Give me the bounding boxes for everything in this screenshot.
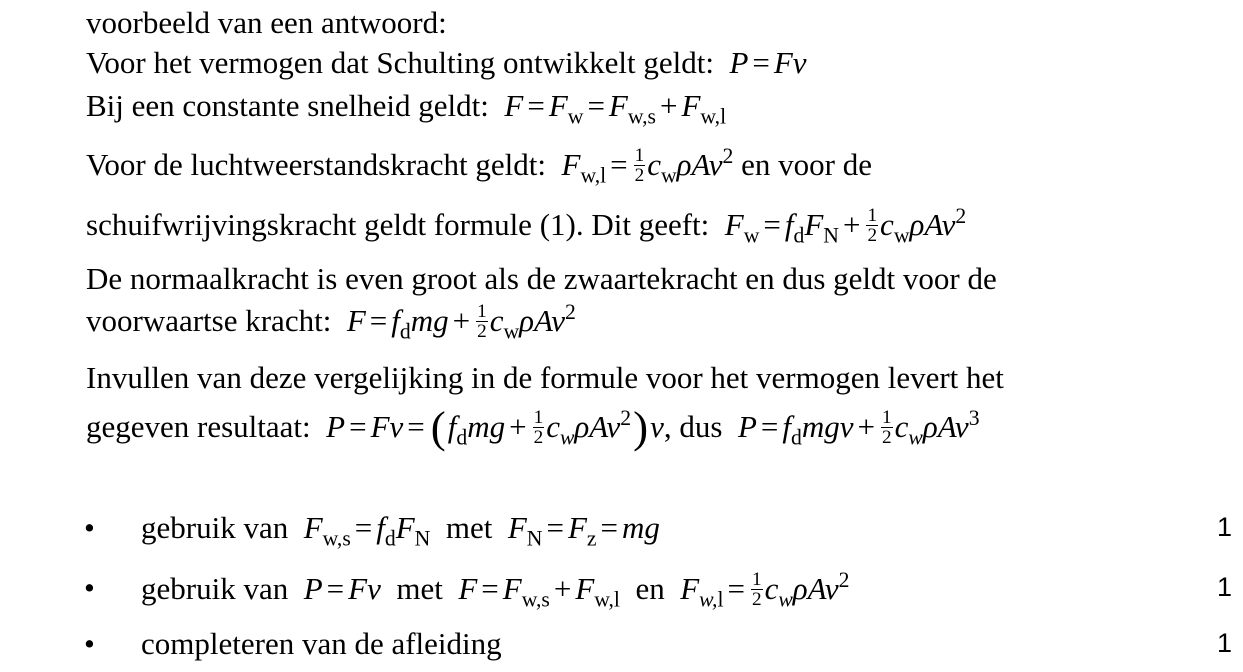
criterion-text (141, 567, 850, 612)
formula-friction-def: $F_{w,s} = f_dF_N$ (295, 510, 431, 551)
line-text-tail: en voor de (741, 146, 872, 182)
criterion-score: 1 (1217, 628, 1233, 658)
criterion-connector: met (396, 570, 443, 606)
formula-power-def: P = Fv (295, 570, 381, 606)
criterion-prefix: gebruik van (141, 510, 289, 545)
bullet: • (84, 570, 95, 605)
formula-force-sum: $F = F_{w,s} + F_{w,l}$ (450, 570, 620, 612)
bullet: • (84, 626, 95, 661)
line-text: schuifwrijvingskracht geldt formule (1). Dit geeft: (86, 206, 710, 242)
formula-air-def: $F_{w,l}$ = $\frac{1}{2}$ $c_w\rho Av^2$ (672, 567, 850, 612)
formula-power: P = Fv (721, 45, 807, 80)
formula-forward-force: $F = f_dmg$ + $\frac{1}{2}$ $c_w\rho Av^2$ (339, 299, 576, 344)
bullet: • (84, 510, 95, 545)
formula-force-balance: $F = F_w = F_{w,s} + F_{w,l}$ (496, 88, 727, 129)
criterion-score: 1 (1217, 572, 1233, 602)
formula-total-resistance: $F_w = f_dF_N$ + $\frac{1}{2}$ $c_w\rho Av^2$ (717, 203, 967, 248)
formula-result-final: $P = f_dmgv$ + $\frac{1}{2}$ $c_w\rho Av^3$ (730, 405, 980, 450)
line-text: voorwaartse kracht: (86, 302, 332, 338)
line-text-mid: , dus (663, 408, 723, 444)
formula-result-expanded: $P = Fv = (f_dmg$ + $\frac{1}{2}$ $c_w\rho Av^2)v$ (318, 402, 664, 453)
answer-line-forward-force (86, 299, 576, 344)
formula-normal-force: $F_N = F_z$ = mg (500, 510, 660, 551)
formula-air-resistance: $F_{w,l}$ = $\frac{1}{2}$ $c_w\rho Av^2$ (553, 143, 734, 188)
criterion-text: completeren van de afleiding (141, 626, 502, 661)
answer-line-normal-force: De normaalkracht is even groot als de zwaartekracht en dus geldt voor de (86, 261, 997, 296)
answer-line-air-resistance (86, 143, 872, 188)
answer-line-constant-speed (86, 88, 727, 129)
answer-heading: voorbeeld van een antwoord: (86, 5, 447, 40)
criterion-prefix: gebruik van (141, 570, 289, 606)
answer-line-result (86, 402, 980, 453)
answer-line-power (86, 47, 807, 78)
answer-line-substitution: Invullen van deze vergelijking in de formule voor het vermogen levert het (86, 360, 1004, 395)
criterion-connector: met (445, 510, 493, 545)
line-text: gegeven resultaat: (86, 408, 311, 444)
line-text: Bij een constante snelheid geldt: (86, 88, 489, 123)
line-text: Voor de luchtweerstandskracht geldt: (86, 146, 546, 182)
criterion-connector: en (635, 570, 665, 606)
line-text: Voor het vermogen dat Schulting ontwikkelt geldt: (86, 45, 714, 80)
answer-line-friction (86, 203, 967, 248)
criterion-text (141, 510, 660, 551)
criterion-score: 1 (1217, 512, 1233, 542)
